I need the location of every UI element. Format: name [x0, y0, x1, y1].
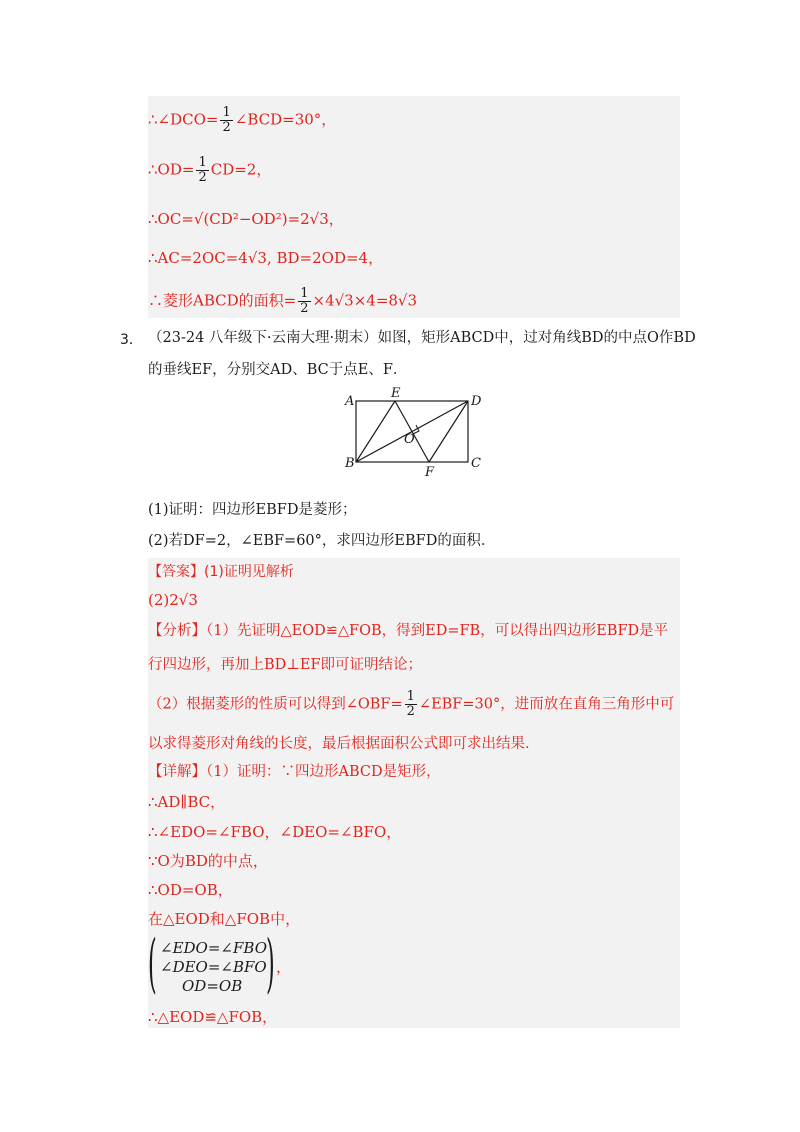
detail-line-2: ∴AD∥BC，: [148, 793, 226, 811]
solution-line-5: ∴菱形ABCD的面积= $\frac{1}{2}$ ×4√3×4=8√3: [148, 286, 418, 316]
solution-line-3: ∴OC=√(CD²−OD²)=2√3，: [148, 210, 344, 228]
analysis-line-1: 【分析】（1）先证明△EOD≌△FOB，得到ED=FB，可以得出四边形EBFD是平: [148, 623, 669, 639]
solution-line-2: ∴OD= $\frac{1}{2}$ CD=2，: [148, 155, 272, 185]
analysis-line-4: 以求得菱形对角线的长度，最后根据面积公式即可求出结果．: [148, 736, 540, 752]
label-c: C: [471, 456, 481, 471]
question-stem-line-2: 的垂线EF，分别交AD、BC于点E、F．: [148, 362, 408, 378]
solution-line-4: ∴AC=2OC=4√3, BD=2OD=4，: [148, 249, 384, 267]
solution-line-1: ∴∠DCO= $\frac{1}{2}$ ∠BCD=30°，: [148, 105, 337, 135]
analysis-line-3: （2）根据菱形的性质可以得到∠OBF= $\frac{1}{2}$ ∠EBF=30°，进而放在直角三角形中可: [148, 689, 675, 719]
detail-line-1: 【详解】（1）证明：∵四边形ABCD是矩形，: [148, 764, 441, 780]
detail-tag: 【详解】: [148, 764, 206, 780]
label-b: B: [345, 456, 355, 471]
analysis-tag: 【分析】: [148, 623, 206, 639]
segment-be: [356, 401, 395, 462]
label-d: D: [471, 394, 482, 409]
system-row-3: OD=OB: [182, 977, 243, 995]
question-part-2: (2)若DF=2，∠EBF=60°，求四边形EBFD的面积．: [148, 533, 496, 549]
label-f: F: [425, 465, 435, 480]
answer-line-1: 【答案】(1)证明见解析: [148, 564, 294, 580]
detail-line-6: 在△EOD和△FOB中，: [148, 910, 301, 928]
question-stem-line-1: （23-24 八年级下·云南大理·期末）如图，矩形ABCD中，过对角线BD的中点O作BD: [148, 330, 696, 346]
question-number: 3．: [120, 332, 143, 348]
label-o: O: [404, 432, 415, 447]
left-brace: (: [148, 927, 157, 1001]
detail-line-7: ∴△EOD≌△FOB，: [148, 1008, 278, 1026]
answer-tag: 【答案】: [148, 564, 204, 580]
question-part-1: (1)证明：四边形EBFD是菱形；: [148, 502, 357, 518]
fraction: $\frac{1}{2}$: [222, 105, 231, 135]
detail-line-4: ∵O为BD的中点，: [148, 852, 268, 870]
equation-system: [148, 927, 292, 1001]
segment-fd: [429, 401, 468, 462]
detail-line-3: ∴∠EDO=∠FBO，∠DEO=∠BFO，: [148, 823, 402, 841]
system-row-1: ∠EDO=∠FBO: [160, 939, 267, 957]
fraction: $\frac{1}{2}$: [198, 155, 207, 185]
fraction: $\frac{1}{2}$: [406, 689, 415, 719]
label-a: A: [345, 394, 355, 409]
analysis-line-2: 行四边形，再加上BD⊥EF即可证明结论；: [148, 657, 423, 673]
system-row-2: ∠DEO=∠BFO: [160, 958, 267, 976]
label-e: E: [391, 386, 401, 401]
right-brace: ): [266, 927, 275, 1001]
rectangle-figure: [340, 385, 490, 480]
fraction: $\frac{1}{2}$: [300, 286, 309, 316]
system-comma: ，: [276, 958, 292, 976]
answer-line-2: (2)2√3: [148, 591, 198, 609]
detail-line-5: ∴OD=OB，: [148, 881, 233, 899]
